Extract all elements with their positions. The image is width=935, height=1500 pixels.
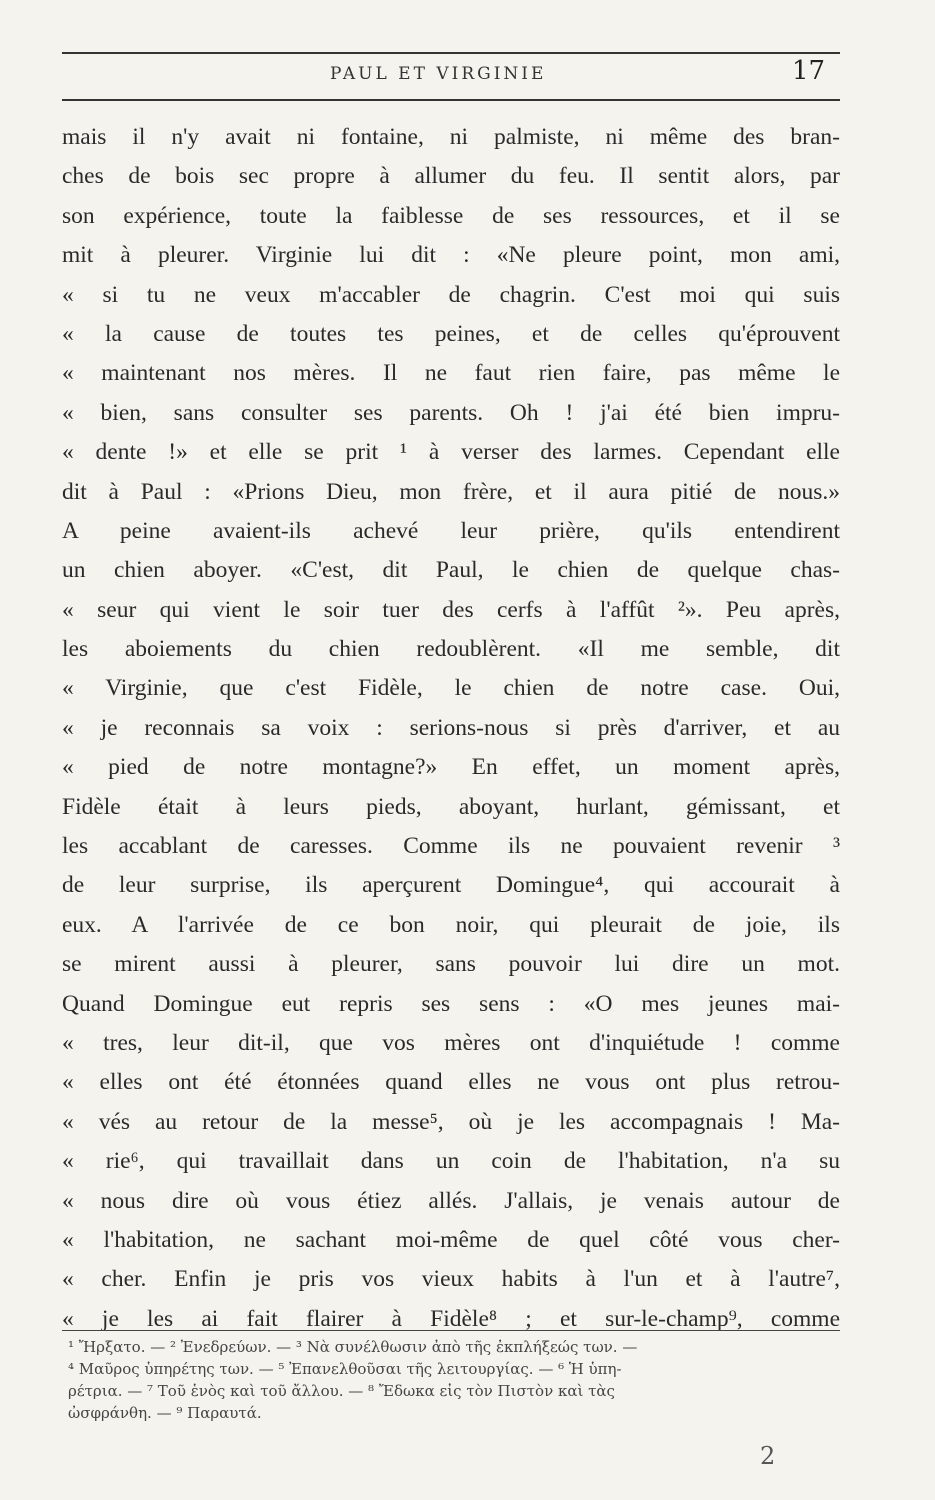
- text-line: mit à pleurer. Virginie lui dit : «Ne pleure point, mon ami,: [62, 242, 840, 269]
- footnote-line: ὠσφράνθη. — ⁹ Παραυτά.: [68, 1404, 262, 1422]
- text-line: « dente !» et elle se prit ¹ à verser des larmes. Cependant elle: [62, 439, 840, 466]
- text-line: A peine avaient-ils achevé leur prière, qu'ils entendirent: [62, 517, 840, 544]
- body-text: [62, 118, 840, 1339]
- text-line: Quand Domingue eut repris ses sens : «O mes jeunes mai-: [62, 990, 840, 1017]
- header-rule-top: [62, 52, 840, 54]
- footnotes: [68, 1336, 840, 1424]
- footnote-line: ⁴ Μαῦρος ὑπηρέτης των. — ⁵ Ἐπανελθοῦσαι τῆς λειτουργίας. — ⁶ Ἡ ὑπη-: [68, 1360, 622, 1378]
- text-line: « l'habitation, ne sachant moi-même de quel côté vous cher-: [62, 1226, 840, 1253]
- page-number: 17: [792, 56, 826, 86]
- text-line: dit à Paul : «Prions Dieu, mon frère, et il aura pitié de nous.»: [62, 478, 840, 505]
- text-line: « maintenant nos mères. Il ne faut rien faire, pas même le: [62, 360, 840, 387]
- text-line: « cher. Enfin je pris vos vieux habits à l'un et à l'autre⁷,: [62, 1266, 840, 1293]
- text-line: « nous dire où vous étiez allés. J'allais, je venais autour de: [62, 1187, 840, 1214]
- text-line: « seur qui vient le soir tuer des cerfs à l'affût ²». Peu après,: [62, 596, 840, 623]
- running-title: PAUL ET VIRGINIE: [330, 64, 547, 84]
- text-line: « Virginie, que c'est Fidèle, le chien de notre case. Oui,: [62, 675, 840, 702]
- text-line: de leur surprise, ils aperçurent Domingue⁴, qui accourait à: [62, 872, 840, 899]
- text-line: « rie⁶, qui travaillait dans un coin de l'habitation, n'a su: [62, 1148, 840, 1175]
- text-line: « elles ont été étonnées quand elles ne vous ont plus retrou-: [62, 1069, 840, 1096]
- text-line: « je reconnais sa voix : serions-nous si près d'arriver, et au: [62, 714, 840, 741]
- text-line: un chien aboyer. «C'est, dit Paul, le chien de quelque chas-: [62, 557, 840, 584]
- text-line: « pied de notre montagne?» En effet, un moment après,: [62, 754, 840, 781]
- text-line: « je les ai fait flairer à Fidèle⁸ ; et sur-le-champ⁹, comme: [62, 1305, 840, 1332]
- footnote-line: ρέτρια. — ⁷ Τοῦ ἑνὸς καὶ τοῦ ἄλλου. — ⁸ Ἔδωκα εἰς τὸν Πιστὸν καὶ τὰς: [68, 1382, 615, 1400]
- header-rule-bottom: [62, 99, 840, 101]
- text-line: « la cause de toutes tes peines, et de celles qu'éprouvent: [62, 320, 840, 347]
- footnote-line: ¹ Ἤρξατο. — ² Ἐνεδρεύων. — ³ Νὰ συνέλθωσιν ἀπὸ τῆς ἐκπλήξεώς των. —: [68, 1338, 638, 1356]
- text-line: « tres, leur dit-il, que vos mères ont d'inquiétude ! comme: [62, 1029, 840, 1056]
- text-line: « bien, sans consulter ses parents. Oh ! j'ai été bien impru-: [62, 399, 840, 426]
- text-line: « vés au retour de la messe⁵, où je les accompagnais ! Ma-: [62, 1108, 840, 1135]
- signature-mark: 2: [760, 1442, 776, 1470]
- text-line: mais il n'y avait ni fontaine, ni palmiste, ni même des bran-: [62, 124, 840, 150]
- text-line: « si tu ne veux m'accabler de chagrin. C'est moi qui suis: [62, 281, 840, 308]
- footnote-rule: [62, 1330, 840, 1331]
- text-line: se mirent aussi à pleurer, sans pouvoir lui dire un mot.: [62, 951, 840, 978]
- text-line: eux. A l'arrivée de ce bon noir, qui pleurait de joie, ils: [62, 911, 840, 938]
- text-line: Fidèle était à leurs pieds, aboyant, hurlant, gémissant, et: [62, 793, 840, 820]
- text-line: les aboiements du chien redoublèrent. «Il me semble, dit: [62, 636, 840, 663]
- text-line: ches de bois sec propre à allumer du feu. Il sentit alors, par: [62, 163, 840, 190]
- text-line: son expérience, toute la faiblesse de ses ressources, et il se: [62, 202, 840, 229]
- text-line: les accablant de caresses. Comme ils ne pouvaient revenir ³: [62, 833, 840, 860]
